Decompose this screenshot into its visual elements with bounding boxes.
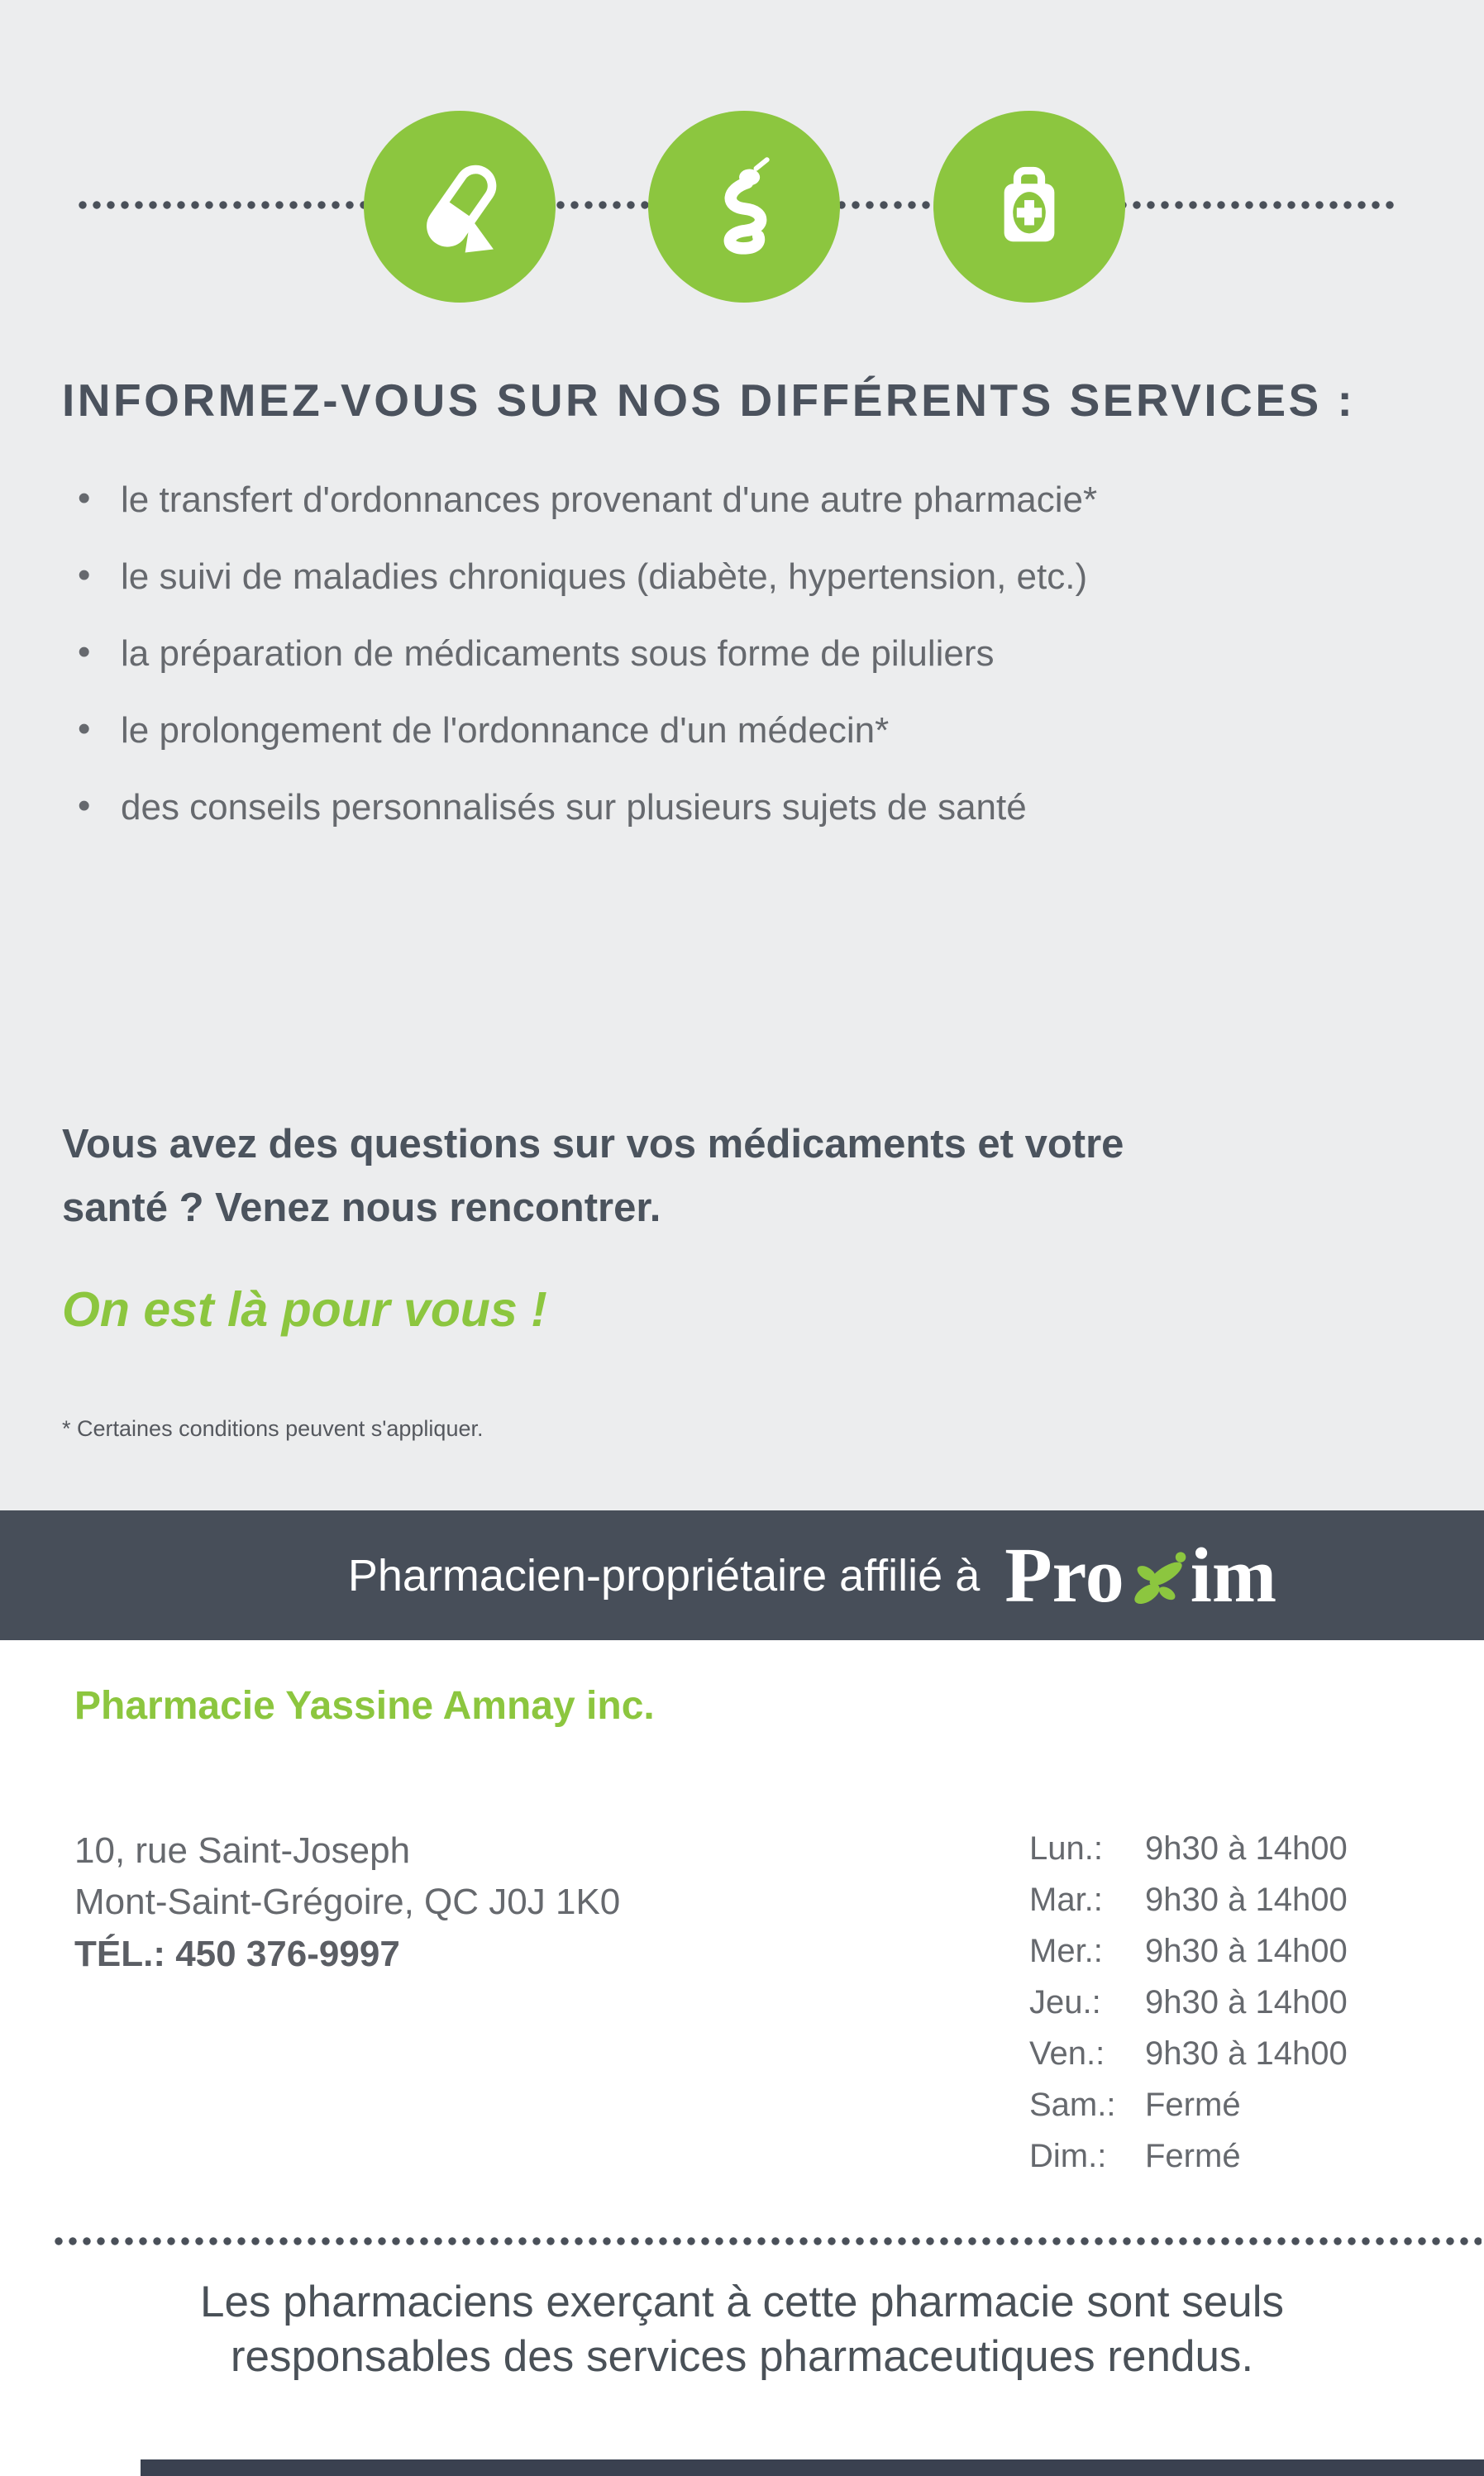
services-heading: INFORMEZ-VOUS SUR NOS DIFFÉRENTS SERVICES : [62,375,1356,426]
hours-value: 9h30 à 14h00 [1145,1933,1348,1969]
conditions-footnote: * Certaines conditions peuvent s'appliquer. [62,1416,484,1441]
tagline-text: On est là pour vous ! [62,1282,547,1337]
opening-hours [1029,1830,1348,2189]
phone-number: TÉL.: 450 376-9997 [74,1933,400,1974]
address-street: 10, rue Saint-Joseph [74,1830,411,1871]
asclepius-snake-icon-graphic [690,152,799,261]
footer-bar [141,2459,1484,2476]
hours-row [1029,1830,1348,1868]
hours-row [1029,2138,1348,2176]
affiliation-band [0,1510,1484,1640]
hours-value: 9h30 à 14h00 [1145,2035,1348,2072]
service-item: • la préparation de médicaments sous forme de piluliers [73,633,1097,675]
services-list [73,479,1097,864]
hours-day: Dim.: [1029,2138,1107,2174]
hours-value: 9h30 à 14h00 [1145,1984,1348,2020]
asclepius-snake-icon [648,111,840,303]
closing-line-1: Les pharmaciens exerçant à cette pharmacie sont seuls [200,2278,1284,2326]
pharmacy-name: Pharmacie Yassine Amnay inc. [74,1684,655,1728]
first-aid-kit-icon-graphic [975,152,1084,261]
questions-text [62,1113,1385,1240]
hours-day: Mer.: [1029,1933,1103,1969]
affiliation-label: Pharmacien-propriétaire affilié à [347,1550,981,1601]
hours-day: Ven.: [1029,2035,1105,2072]
hours-value: 9h30 à 14h00 [1145,1830,1348,1867]
hours-day: Mar.: [1029,1882,1103,1918]
proxim-logo-im: im [1190,1532,1277,1619]
hours-day: Sam.: [1029,2087,1116,2123]
proxim-logo-pro: Pro [1004,1532,1124,1619]
first-aid-kit-icon [933,111,1125,303]
questions-line-1: Vous avez des questions sur vos médicaments et votre [62,1122,1124,1166]
closing-statement [0,2275,1484,2385]
hours-day: Lun.: [1029,1830,1103,1867]
pill-icon [364,111,556,303]
hours-row [1029,1984,1348,2022]
hours-value: Fermé [1145,2138,1241,2174]
pill-icon-graphic [405,152,514,261]
service-item: • le suivi de maladies chroniques (diabète, hypertension, etc.) [73,556,1097,598]
service-item: • des conseils personnalisés sur plusieurs sujets de santé [73,787,1097,828]
hours-day: Jeu.: [1029,1984,1101,2020]
address-block [74,1825,620,1980]
proxim-x-leaves-icon [1125,1550,1190,1615]
hours-row [1029,2035,1348,2073]
address-city: Mont-Saint-Grégoire, QC J0J 1K0 [74,1882,621,1923]
questions-line-2: santé ? Venez nous rencontrer. [62,1185,661,1230]
closing-line-2: responsables des services pharmaceutiques rendus. [230,2332,1254,2382]
bottom-dotted-line [55,2237,1482,2245]
hours-row [1029,2087,1348,2125]
proxim-logo [1004,1532,1277,1619]
service-item: • le transfert d'ordonnances provenant d'une autre pharmacie* [73,479,1097,521]
service-item: • le prolongement de l'ordonnance d'un médecin* [73,710,1097,751]
hours-row [1029,1882,1348,1920]
hours-row [1029,1933,1348,1971]
hours-value: 9h30 à 14h00 [1145,1882,1348,1918]
hours-value: Fermé [1145,2087,1241,2123]
